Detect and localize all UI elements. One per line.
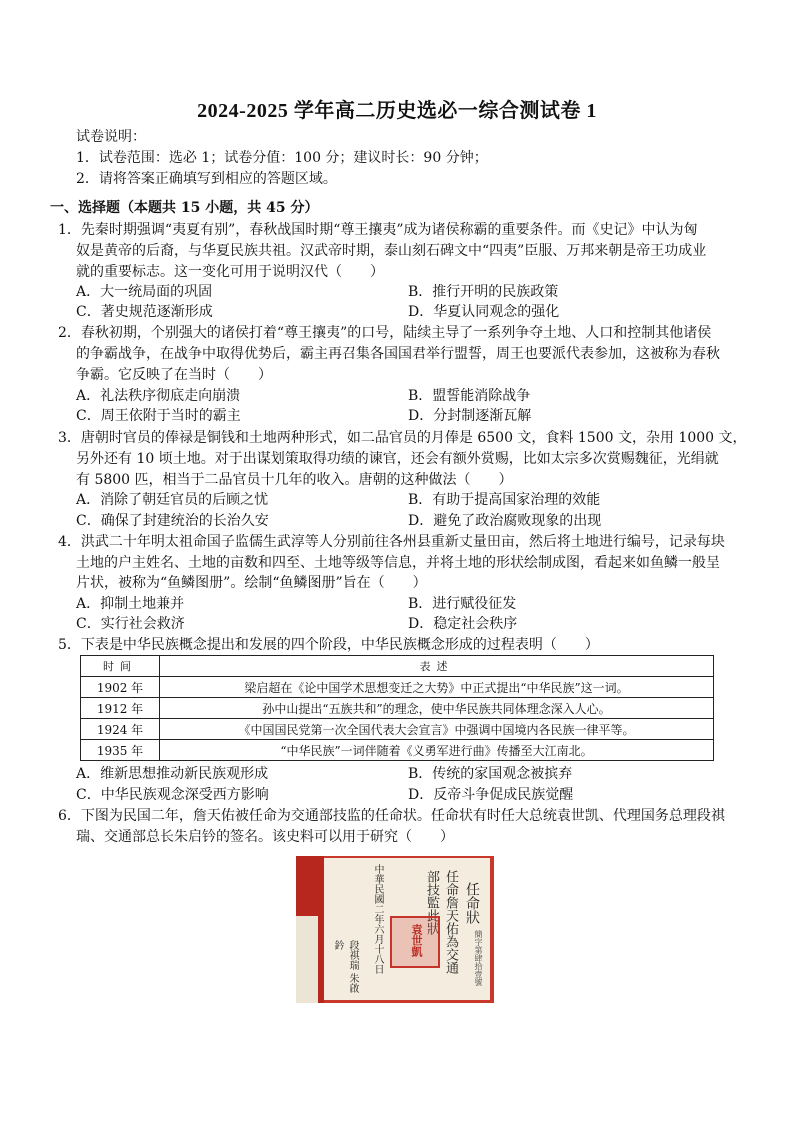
table-cell-year: 1935 年 [81, 740, 160, 761]
q4-option-c: C．实行社会救济 [76, 616, 185, 632]
table-row [81, 698, 714, 719]
q1-option-b: B．推行开明的民族政策 [408, 284, 559, 300]
note-2: 2．请将答案正确填写到相应的答题区域。 [76, 171, 337, 187]
q4-option-b: B．进行赋役征发 [408, 596, 517, 612]
q3-option-d: D．避免了政治腐败现象的出现 [408, 513, 602, 529]
note-1: 1．试卷范围：选必 1；试卷分值：100 分；建议时长：90 分钟； [76, 150, 488, 166]
q4-line-3: 片状，被称为“鱼鳞图册”。绘制“鱼鳞图册”旨在（ ） [76, 575, 427, 591]
page-title: 2024-2025 学年高二历史选必一综合测试卷 1 [197, 100, 597, 122]
certificate-signers: 段祺瑞 朱啟鈐 [332, 940, 358, 994]
table-cell-year: 1912 年 [81, 698, 160, 719]
notes-heading: 试卷说明： [76, 129, 146, 145]
appointment-certificate-image [296, 856, 494, 1003]
table-header-statement: 表述 [160, 656, 714, 677]
q2-line-3: 争霸。它反映了在当时（ ） [76, 367, 272, 383]
table-cell-statement: 孙中山提出“五族共和”的理念，使中华民族共同体理念深入人心。 [160, 698, 714, 719]
q5-table [80, 655, 714, 761]
q2-option-b: B．盟誓能消除战争 [408, 388, 531, 404]
table-cell-year: 1924 年 [81, 719, 160, 740]
q4-option-a: A．抑制土地兼并 [76, 596, 185, 612]
table-cell-statement: 《中国国民党第一次全国代表大会宣言》中强调中国境内各民族一律平等。 [160, 719, 714, 740]
table-cell-statement: “中华民族”一词伴随着《义勇军进行曲》传播至大江南北。 [160, 740, 714, 761]
certificate-serial: 簡字第肆拾壹號 [474, 930, 483, 986]
q3-option-a: A．消除了朝廷官员的后顾之忧 [76, 492, 269, 508]
q6-line-2: 瑞、交通部总长朱启钤的签名。该史料可以用于研究（ ） [76, 829, 454, 845]
q5-option-c: C．中华民族观念深受西方影响 [76, 787, 269, 803]
table-header-time: 时间 [81, 656, 160, 677]
certificate-date: 中華民國二年六月十八日 [372, 864, 383, 974]
q1-line-2: 奴是黄帝的后裔，与华夏民族共祖。汉武帝时期，泰山刻石碑文中“四夷”臣服、万邦来朝是帝王功成业 [76, 243, 707, 259]
q1-line-1: 1．先秦时期强调“夷夏有别”，春秋战国时期“尊王攘夷”成为诸侯称霸的重要条件。而《史记》中认为匈 [58, 222, 698, 238]
table-cell-year: 1902 年 [81, 677, 160, 698]
q1-line-3: 就的重要标志。这一变化可用于说明汉代（ ） [76, 264, 384, 280]
certificate-body: 任命詹天佑為交通部技監此狀 [424, 870, 458, 974]
q2-option-a: A．礼法秩序彻底走向崩溃 [76, 388, 241, 404]
q5-option-a: A．维新思想推动新民族观形成 [76, 766, 269, 782]
q1-option-a: A．大一统局面的巩固 [76, 284, 213, 300]
table-row [81, 740, 714, 761]
certificate-title: 任命狀 [464, 882, 480, 924]
q2-option-d: D．分封制逐渐瓦解 [408, 408, 532, 424]
president-signature: 袁世凱 [410, 924, 423, 957]
q5-line-1: 5．下表是中华民族概念提出和发展的四个阶段，中华民族概念形成的过程表明（ ） [58, 637, 599, 653]
q3-line-2: 另外还有 10 顷土地。对于出谋划策取得功绩的谏官，还会有额外赏赐，比如太宗多次赏赐魏征，光绢就 [76, 451, 719, 467]
q1-option-d: D．华夏认同观念的强化 [408, 304, 560, 320]
table-row [81, 719, 714, 740]
q4-option-d: D．稳定社会秩序 [408, 616, 518, 632]
certificate-paper [324, 858, 490, 1000]
q3-option-b: B．有助于提高国家治理的效能 [408, 492, 601, 508]
q2-line-2: 的争霸战争，在战争中取得优势后，霸主再召集各国国君举行盟誓，周王也要派代表参加，这被称为春秋 [76, 346, 720, 362]
table-cell-statement: 梁启超在《论中国学术思想变迁之大势》中正式提出“中华民族”这一词。 [160, 677, 714, 698]
q6-line-1: 6．下图为民国二年，詹天佑被任命为交通部技监的任命状。任命状有时任大总统袁世凯、代理国务总理段祺 [58, 808, 725, 824]
q2-option-c: C．周王依附于当时的霸主 [76, 408, 241, 424]
q5-option-d: D．反帝斗争促成民族觉醒 [408, 787, 574, 803]
q3-option-c: C．确保了封建统治的长治久安 [76, 513, 269, 529]
q2-line-1: 2．春秋初期，个别强大的诸侯打着“尊王攘夷”的口号，陆续主导了一系列争夺土地、人口和控制其他诸侯 [58, 325, 712, 341]
q1-option-c: C．著史规范逐渐形成 [76, 304, 213, 320]
q3-line-1: 3．唐朝时官员的俸禄是铜钱和土地两种形式，如二品官员的月俸是 6500 文，食料 1500 文，杂用 1000 文， [58, 430, 747, 446]
section-heading: 一、选择题（本题共 15 小题，共 45 分） [50, 200, 319, 216]
table-row [81, 677, 714, 698]
q3-line-3: 有 5800 匹，相当于二品官员十几年的收入。唐朝的这种做法（ ） [76, 472, 513, 488]
q5-option-b: B．传统的家国观念被摈弃 [408, 766, 573, 782]
table-header-row [81, 656, 714, 677]
q4-line-2: 土地的户主姓名、土地的亩数和四至、土地等级等信息，并将土地的形状绘制成图，看起来如鱼鳞一般呈 [76, 555, 720, 571]
q4-line-1: 4．洪武二十年明太祖命国子监儒生武淳等人分别前往各州县重新丈量田亩，然后将土地进行编号，记录每块 [58, 534, 725, 550]
